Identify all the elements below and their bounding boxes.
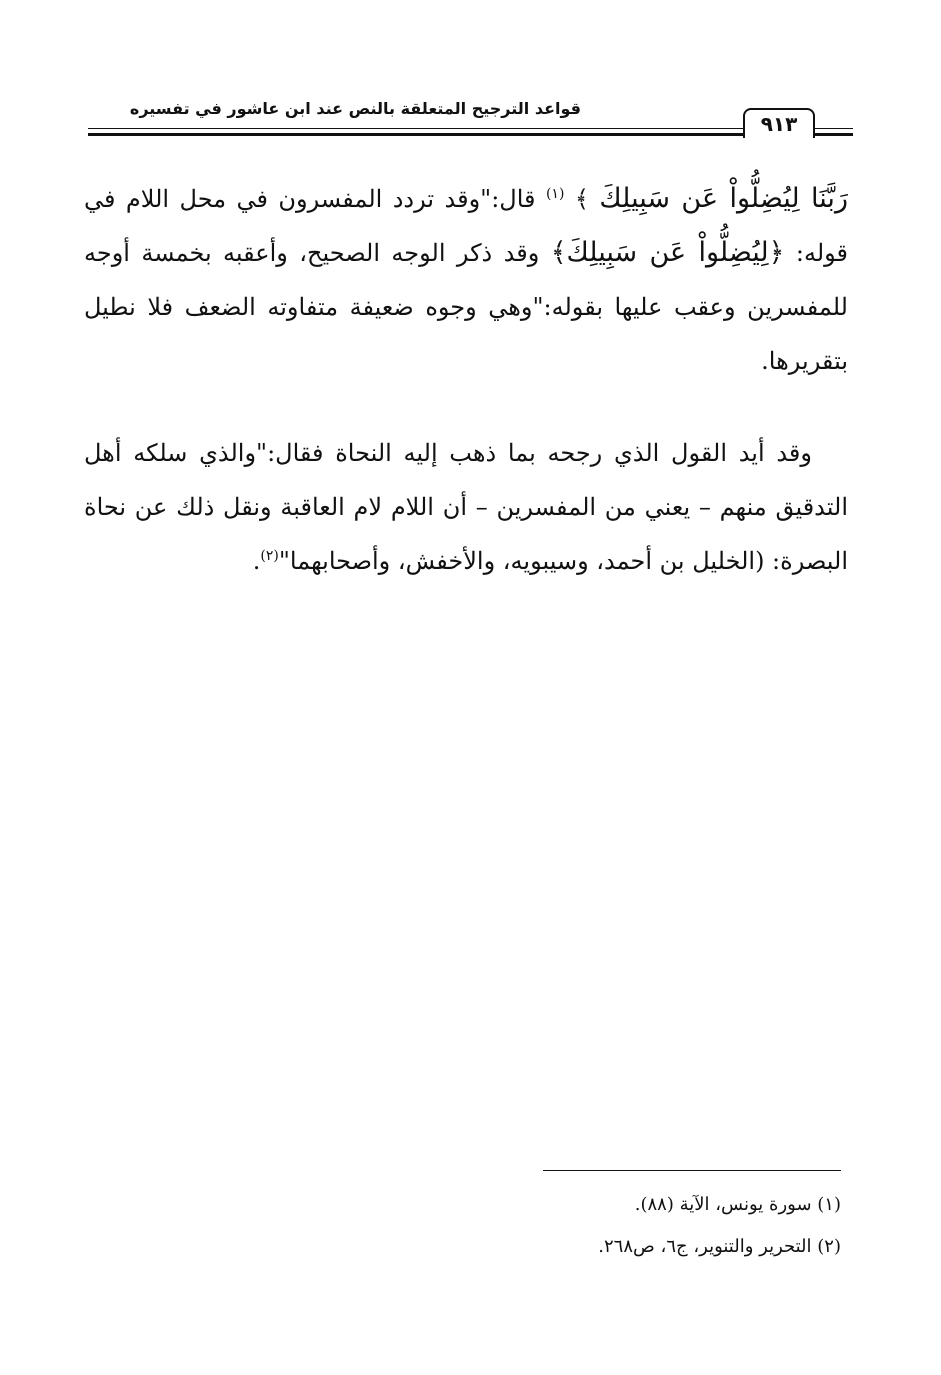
running-title: قواعد الترجيح المتعلقة بالنص عند ابن عاشور في تفسيره (129, 99, 581, 118)
footnote-1: (١) سورة يونس، الآية (٨٨). (634, 1194, 841, 1215)
paragraph-2 (84, 426, 848, 588)
page-number: ٩١٣ (743, 108, 815, 138)
paragraph-1-continuation: وقد ذكر الوجه الصحيح، وأعقبه بخمسة أوجه للمفسرين وعقب عليها بقوله:"وهي وجوه ضعيفة متفاوته الضعف فلا نطيل بتقريرها. (84, 239, 848, 375)
quran-verse-opening: رَبَّنَا لِيُضِلُّواْ عَن سَبِيلِكَ (599, 183, 848, 214)
paragraph-2-text: وقد أيد القول الذي رجحه بما ذهب إليه النحاة فقال:"والذي سلكه أهل التدقيق منهم – يعني من المفسرين – أن اللام لام العاقبة ونقل ذلك عن نحاة البصرة: (الخليل بن أحمد، وسيبويه، والأخفش، وأصحابهما" (84, 439, 848, 575)
header-rule-thin (88, 128, 853, 129)
footnotes (141, 1184, 841, 1268)
paragraph-1: رَبَّنَا لِيُضِلُّواْ عَن سَبِيلِكَ ﴾ $^{(١)}$ قال:"وقد تردد المفسرون في محل اللام في قوله: ﴿لِيُضِلُّواْ عَن سَبِيلِكَ﴾ وقد ذكر الوجه الصحيح، وأعقبه بخمسة أوجه للمفسرين وعقب عليها بقوله:"وهي وجوه ضعيفة متفاوته الضعف فلا نطيل بتقريرها. (84, 183, 848, 375)
footnote-separator (543, 1170, 841, 1171)
page-header (88, 96, 853, 152)
header-rule-thick (88, 133, 853, 136)
footnote-ref-2: (٢) (260, 548, 279, 564)
paragraph-2-end: . (252, 547, 261, 575)
footnote-ref-1: (١) (545, 186, 565, 202)
quran-verse-repeat: ﴿لِيُضِلُّواْ عَن سَبِيلِكَ﴾ (550, 237, 785, 268)
paragraph-1-text: قال:"وقد تردد المفسرون في محل اللام في قوله: (84, 185, 848, 267)
footnote-2: (٢) التحرير والتنوير، ج٦، ص٢٦٨. (598, 1236, 841, 1257)
